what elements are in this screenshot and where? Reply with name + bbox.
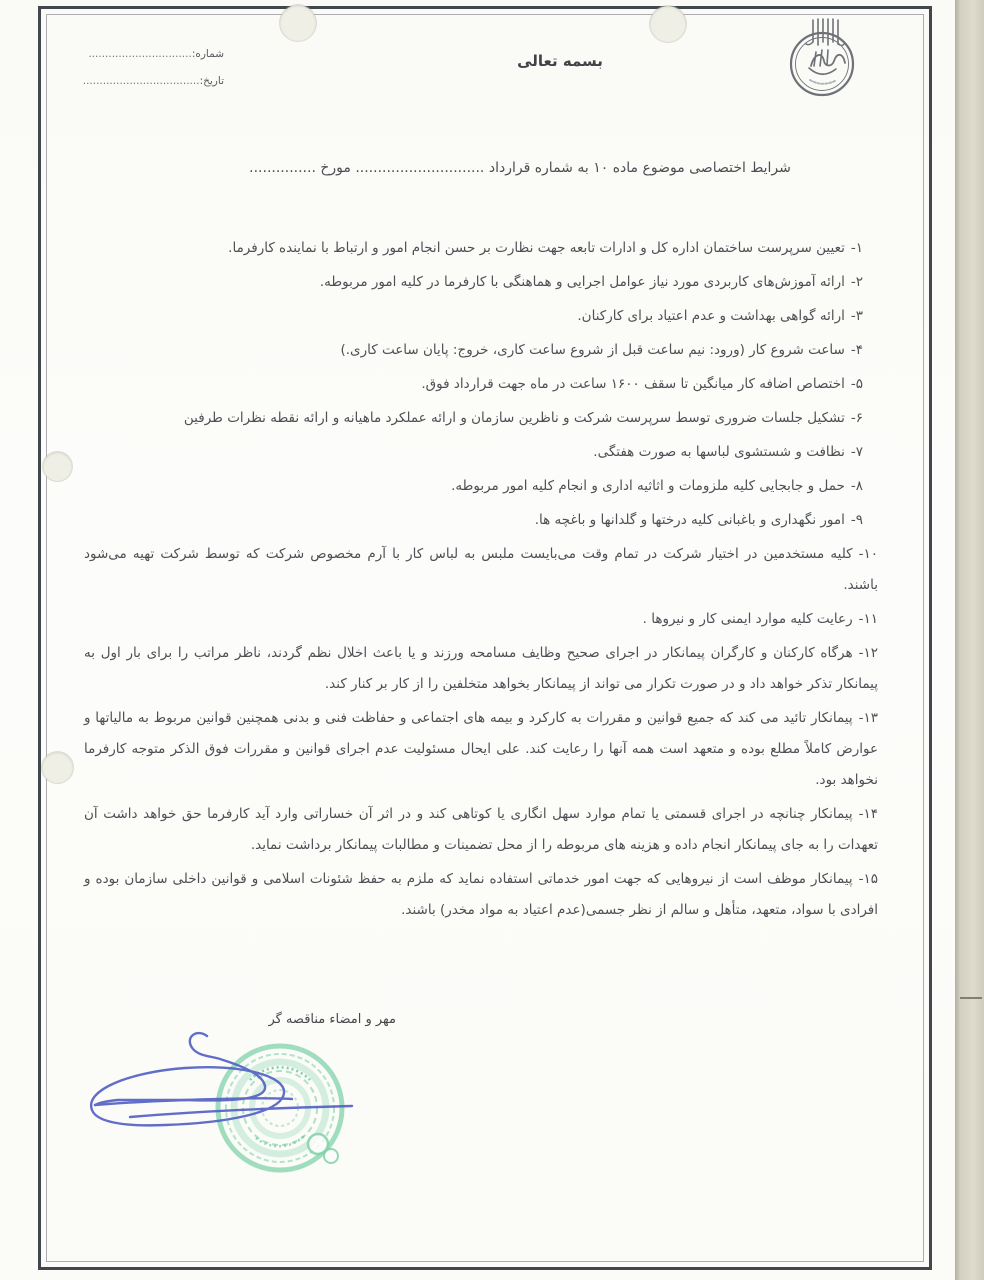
item-text: پیمانکار موظف است از نیروهایی که جهت امور خدماتی استفاده نماید که ملزم به حفظ شئونات اسلامی و قوانین داخلی سازمان بوده و افرادی با سواد، متعهد، متأهل و سالم از نظر جسمی(عدم اعتیاد به مواد مخدر) باشند. xyxy=(84,871,878,918)
bismillah-heading: بسمه تعالی xyxy=(517,52,603,70)
item-number: ۴- xyxy=(850,342,863,358)
item-text: پیمانکار چنانچه در اجرای قسمتی یا تمام موارد سهل انگاری یا کوتاهی کند و در اثر آن خساراتی وارد آید کارفرما حق خواهد داشت آن تعهدات را به جای پیمانکار انجام داده و هزینه های مربوطه را از محل تضمینات و مطالبات پیمانکار برداشت نماید. xyxy=(84,806,878,853)
condition-item xyxy=(84,799,878,861)
item-number: ۶- xyxy=(850,410,863,426)
item-number: ۱۳- xyxy=(858,710,878,726)
punch-hole-top-right xyxy=(650,6,686,42)
number-dotted-line: ............................... xyxy=(88,48,192,60)
date-label: تاریخ: xyxy=(199,75,224,87)
condition-item xyxy=(84,703,878,796)
condition-item xyxy=(84,505,878,536)
number-field xyxy=(84,48,224,60)
condition-item xyxy=(84,638,878,700)
condition-item xyxy=(84,471,878,502)
punch-hole-left-upper xyxy=(43,452,72,481)
item-text: نظافت و شستشوی لباسها به صورت هفتگی. xyxy=(593,444,845,460)
document-meta-fields xyxy=(84,48,224,102)
item-number: ۱۴- xyxy=(858,806,878,822)
condition-item xyxy=(84,267,878,298)
item-number: ۱۲- xyxy=(858,645,878,661)
stamp-and-signature xyxy=(60,1020,490,1220)
date-field xyxy=(84,75,224,87)
item-text: ساعت شروع کار (ورود: نیم ساعت قبل از شروع ساعت کاری، خروج: پایان ساعت کاری.) xyxy=(340,342,845,358)
item-number: ۳- xyxy=(850,308,863,324)
condition-item xyxy=(84,403,878,434)
item-text: تعیین سرپرست ساختمان اداره کل و ادارات تابعه جهت نظارت بر حسن انجام امور و ارتباط با نماینده کارفرما. xyxy=(228,240,845,256)
condition-item xyxy=(84,604,878,635)
condition-item xyxy=(84,539,878,601)
punch-hole-top-left xyxy=(280,5,316,41)
item-number: ۱۰- xyxy=(858,546,878,562)
condition-item xyxy=(84,369,878,400)
item-number: ۱۱- xyxy=(858,611,878,627)
condition-item xyxy=(84,864,878,926)
item-number: ۲- xyxy=(850,274,863,290)
condition-item xyxy=(84,335,878,366)
item-text: هرگاه کارکنان و کارگران پیمانکار در اجرای صحیح وظایف مسامحه ورزند و یا باعث اخلال نظم گردند، ناظر مراتب را برای بار اول به پیمانکار تذکر خواهد داد و در صورت تکرار می تواند از پیمانکار بخواهد متخلفین را از کار بر کنار کند. xyxy=(84,645,878,692)
item-number: ۵- xyxy=(850,376,863,392)
number-label: شماره: xyxy=(191,48,224,60)
item-text: ارائه گواهی بهداشت و عدم اعتیاد برای کارکنان. xyxy=(577,308,845,324)
condition-item xyxy=(84,233,878,264)
condition-item xyxy=(84,437,878,468)
item-number: ۷- xyxy=(850,444,863,460)
scanner-edge-band xyxy=(955,0,984,1280)
item-text: تشکیل جلسات ضروری توسط سرپرست شرکت و ناظرین سازمان و ارائه عملکرد ماهیانه و ارائه نقطه نظرات طرفین xyxy=(183,410,845,426)
item-number: ۱- xyxy=(850,240,863,256)
item-number: ۹- xyxy=(850,512,863,528)
item-text: ارائه آموزش‌های کاربردی مورد نیاز عوامل اجرایی و هماهنگی با کارفرما در کلیه امور مربوطه. xyxy=(319,274,845,290)
document-title: شرایط اختصاصی موضوع ماده ۱۰ به شماره قرارداد ............................. مورخ ............... xyxy=(249,160,791,176)
item-text: پیمانکار تائید می کند که جمیع قوانین و مقررات به کارکرد و بیمه های اجتماعی و حفاظت فنی و بدنی همچنین قوانین مربوط به مالیاتها و عوارض کاملاً مطلع بوده و متعهد است همه آنها را رعایت کند. علی ایحال مسئولیت عدم اجرای قوانین و مقررات فوق الذکر متوجه کارفرما نخواهد بود. xyxy=(84,710,878,788)
item-text: رعایت کلیه موارد ایمنی کار و نیروها . xyxy=(642,611,853,627)
item-text: حمل و جابجایی کلیه ملزومات و اثاثیه اداری و انجام کلیه امور مربوطه. xyxy=(451,478,845,494)
signature-label: مهر و امضاء مناقصه گر xyxy=(268,1012,396,1027)
organization-emblem-icon xyxy=(778,12,868,108)
punch-hole-left-lower xyxy=(42,752,73,783)
item-number: ۸- xyxy=(850,478,863,494)
item-text: اختصاص اضافه کار میانگین تا سقف ۱۶۰۰ ساعت در ماه جهت قرارداد فوق. xyxy=(421,376,845,392)
scanner-edge-artifact xyxy=(960,997,982,999)
date-dotted-line: ................................... xyxy=(82,75,200,87)
item-text: کلیه مستخدمین در اختیار شرکت در تمام وقت می‌بایست ملبس به لباس کار با آرم مخصوص شرکت که توسط شرکت تهیه می‌شود باشند. xyxy=(84,546,878,593)
item-number: ۱۵- xyxy=(858,871,878,887)
condition-item xyxy=(84,301,878,332)
conditions-list xyxy=(84,233,878,929)
item-text: امور نگهداری و باغبانی کلیه درختها و گلدانها و باغچه ها. xyxy=(534,512,845,528)
